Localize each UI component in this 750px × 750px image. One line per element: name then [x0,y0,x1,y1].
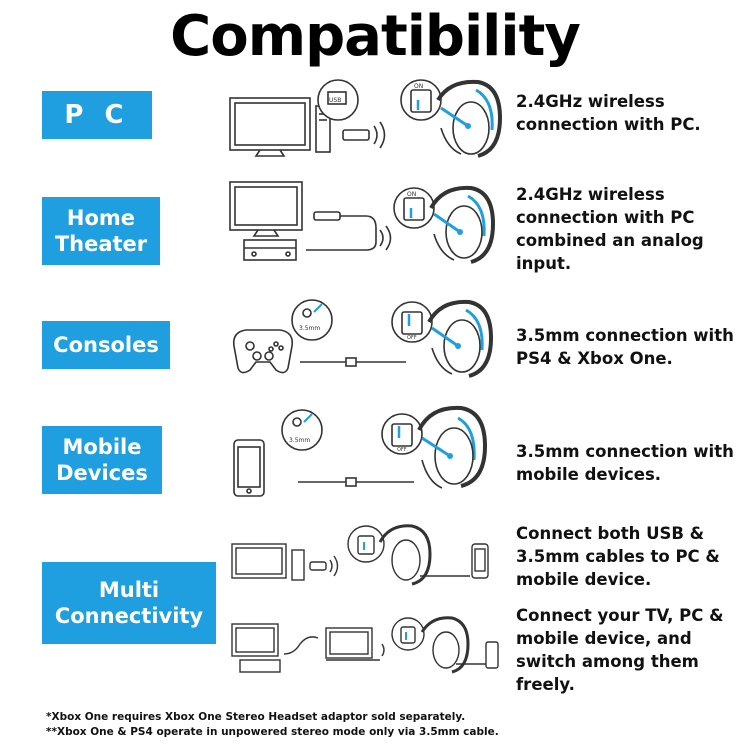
svg-text:OFF: OFF [407,335,417,341]
switch-state-label: ON [414,83,424,90]
multi-usb-connection-illustration [230,520,500,590]
page-title: Compatibility [170,4,580,69]
consoles-connection-illustration [228,292,508,382]
category-badge-pc [42,91,152,139]
category-badge-consoles: Consoles [42,321,170,369]
svg-text:ON: ON [407,191,417,198]
multi-usb-description: Connect both USB & 3.5mm cables to PC & mobile device. [516,524,720,589]
mobile-connection-illustration [228,400,508,500]
footnote-xbox-adaptor: *Xbox One requires Xbox One Stereo Headset adaptor sold separately. [46,711,466,723]
footnote-stereo-mode: **Xbox One & PS4 operate in unpowered stereo mode only via 3.5mm cable. [46,726,499,738]
usb-port-label: USB [329,97,342,104]
svg-text:3.5mm: 3.5mm [289,437,311,444]
consoles-description: 3.5mm connection with PS4 & Xbox One. [516,326,734,368]
multi-switch-connection-illustration [230,614,500,676]
pc-description: 2.4GHz wireless connection with PC. [516,92,701,134]
category-badge-home-theater: Home Theater [42,197,160,265]
jack-size-label: 3.5mm [299,325,321,332]
home-theater-description: 2.4GHz wireless connection with PC combined an analog input. [516,185,704,273]
mobile-description: 3.5mm connection with mobile devices. [516,442,734,484]
pc-connection-illustration [228,78,508,160]
category-badge-mobile-devices: Mobile Devices [42,426,162,494]
svg-text:OFF: OFF [397,447,407,453]
multi-switch-description: Connect your TV, PC & mobile device, and switch among them freely. [516,606,724,694]
category-badge-multi-connectivity: Multi Connectivity [42,562,216,644]
category-label: P C [64,99,130,130]
home-theater-connection-illustration [228,180,508,266]
